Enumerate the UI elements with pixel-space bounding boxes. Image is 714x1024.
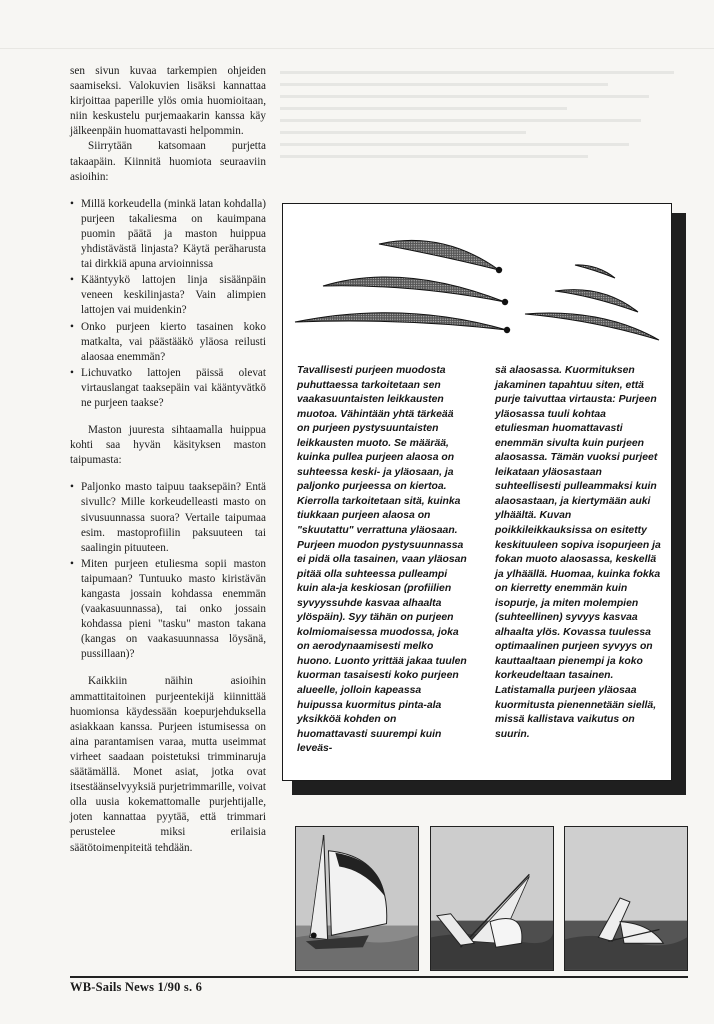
footer-rule xyxy=(70,976,688,978)
paragraph: Tavallisesti purjeen muodosta puhuttaessa tarkoitetaan sen vaakasuuntaisten leikkausten muotoa. Vähintään yhtä tärkeää on purjeen pystysuuntaisten leikkausten muoto. Se määrää, kuinka pullea purjeen alaosa on suhteessa keski- ja yläosaan, ja paljonko purjeessa on kiertoa. Kierrolla tarkoitetaan sitä, kuinka tiukkaan purjeen alaosa on "skuutattu" verrattuna yläosaan. Purjeen muodon pystysuunnassa ei pidä olla tasainen, vaan yläosan pitää olla suhteessa pulleampi kuin ala-ja keskiosan (profiilien syvyyssuhde kasvaa alhaalta ylöspäin). Syy tähän on purjeen kolmiomaisessa muodossa, joka on aerodynaamisesti melko huono. Luonto yrittää jakaa tuulen kuorman tasaisesti koko purjeen alueelle, jolloin kapeassa huipussa kuormitus pinta-ala yksikköä kohden on huomattavasti suurempi kuin leveäs- xyxy=(297,365,467,755)
mainsail-top-section xyxy=(379,240,499,270)
page-footer: WB-Sails News 1/90 s. 6 xyxy=(70,980,203,994)
list-item: • Millä korkeudella (minkä latan kohdalla) purjeen takaliesma on kauimpana puomin päätä ja maston huippua yhdistävästä linjasta? Käytä peräharusta tai dirkkiä apuna arvioinnissa xyxy=(70,197,266,272)
box-text-column-1 xyxy=(297,364,469,757)
sail-cross-section-illustration xyxy=(293,234,663,374)
mainsail-bottom-section xyxy=(295,313,507,330)
paragraph: Siirrytään katsomaan purjetta takaapäin. Kiinnitä huomiota seuraaviin asioihin: xyxy=(70,140,266,183)
sail-shape-box xyxy=(282,203,672,781)
paragraph: sen sivun kuvaa tarkempien ohjeiden saamiseksi. Valokuvien lisäksi kannattaa kirjoittaa paperille ylös omia huomioitaan, niin keskustelu purjemaakarin kanssa käy jälkeenpäin huomattavasti helpommin. xyxy=(70,65,266,138)
paragraph: Kaikkiin näihin asioihin ammattitaitoinen purjeentekijä kiinnittää huomionsa käydessään koepurjehduksella asiakkaan kanssa. Purjeen istumisessa on aina parantamisen varaa, mutta useimmat virheet saadaan poistetuksi trimminaruja säätämällä. Monet asiat, jotka ovat itsestäänselvyyksiä purjetrimmarille, voivat olla uusia kokemattomalle purjehtijalle, joten kannattaa pyytää, että trimmari perustelee miksi erilaisia säätötoimenpiteitä tehdään. xyxy=(70,675,266,854)
list-item: • Onko purjeen kierto tasainen koko matkalta, vai päästääkö yläosa reilusti alaosaa enemmän? xyxy=(70,320,266,365)
paragraph: sä alaosassa. Kuormituksen jakaminen tapahtuu siten, että purje taivuttaa virtausta: Purjeen yläosassa tuuli kohtaa etuliesman huomattavasti enemmän sivulta kuin purjeen alaosassa. Tämän vuoksi purjeet leikataan yläosastaan suhteellisesti pulleammaksi kuin alaosastaan, ja kiertymään auki ylhäältä. Kuvan poikkileikkauksissa on esitetty keskituuleen sopiva isopurjeen ja fokan muoto alaosassa, keskellä ja ylhäällä. Huomaa, kuinka fokka on kierretty enemmän kuin isopurje, ja miten molempien (suhteellinen) syvyys kasvaa alhaalta ylös. Kovassa tuulessa optimaalinen purjeen syvyys on kauttaaltaan pienempi ja koko korkeudeltaan tasainen. Latistamalla purjeen yläosaa kuormitusta pienennetään siellä, missä kallistava vaikutus on suurin. xyxy=(495,365,661,740)
box-text-column-2 xyxy=(495,364,661,742)
checklist-mast xyxy=(70,480,266,662)
list-item: • Miten purjeen etuliesma sopii maston taipumaan? Tuntuuko masto kiristävän kangasta jossain kohdassa enemmän (vaakasuunnassa), tai onko jossain kohdassa pieni "tasku" maston takana (kangas on vaakasuunnassa löysänä, pussillaan)? xyxy=(70,557,266,663)
list-item: • Lichuvatko lattojen päissä olevat virtauslangat taaksepäin vai kääntyvätkö ne purjeen taakse? xyxy=(70,366,266,411)
checklist-sail xyxy=(70,197,266,411)
show-through-text xyxy=(280,62,690,192)
list-item: • Paljonko masto taipuu taaksepäin? Entä sivullc? Mille korkeudelleasti masto on sivusuunnassa suora? Vertaile taipumaa esim. mastoprofiilin paksuuteen tai saalingin pituuteen. xyxy=(70,480,266,555)
jib-middle-section xyxy=(555,290,638,312)
left-column-text xyxy=(70,64,266,868)
paragraph: Maston juuresta sihtaamalla huippua kohti saa hyvän käsityksen maston taipumasta: xyxy=(70,424,266,467)
jib-top-section xyxy=(575,265,615,278)
photo-sailboat-upright xyxy=(295,826,419,971)
page-top-rule xyxy=(0,48,714,49)
photo-sailboat-capsized xyxy=(564,826,688,971)
photo-sailboat-heeling xyxy=(430,826,554,971)
jib-bottom-section xyxy=(525,313,659,340)
mainsail-middle-section xyxy=(323,277,505,302)
list-item: • Kääntyykö lattojen linja sisäänpäin veneen keskilinjasta? Vain alimpien lattojen vai muidenkin? xyxy=(70,273,266,318)
